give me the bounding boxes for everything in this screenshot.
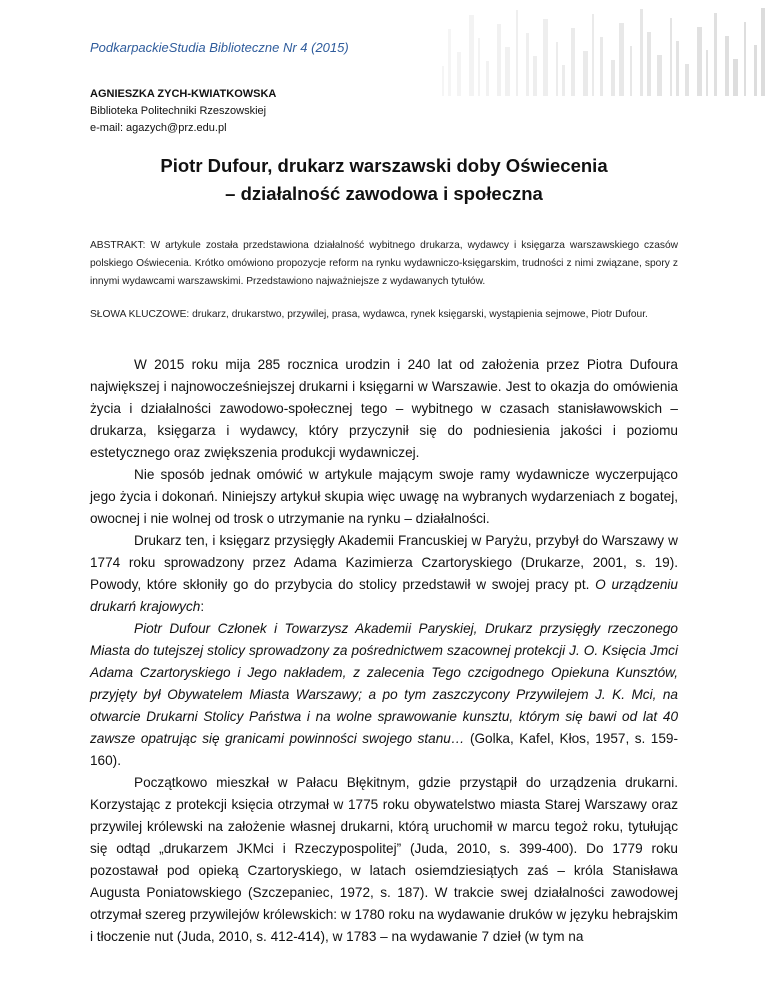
- quotation-text: Piotr Dufour Członek i Towarzysz Akademii Paryskiej, Drukarz przysięgły rzeczonego Miasta do tutejszej stolicy sprowadzony za pośrednictwem szacownej protekcji J. O. Księcia Jmci Adama Czartoryskiego i Jego nakładem, z zalecenia Tego czcigodnego Opiekuna Kunsztów, przyjęty był Obywatelem Miasta Warszawy; a po tym zaszczycony Przywilejem J. K. Mci, na otwarcie Drukarni Stolicy Państwa i na wolne sprawowanie kunsztu, którym się bawi od lat 40 zawsze opatrując się granicami powinności swojego stanu…: [90, 621, 678, 746]
- decorative-stripe: [486, 61, 489, 96]
- quotation: [90, 618, 678, 772]
- decorative-stripe: [543, 19, 548, 96]
- quotation-citation: (Golka, Kafel, Kłos, 1957, s. 159-160).: [90, 731, 678, 768]
- article-body: [90, 354, 678, 948]
- paragraph-3-text: Drukarz ten, i księgarz przysięgły Akademii Francuskiej w Paryżu, przybył do Warszawy w 1774 roku sprowadzony przez Adama Kazimierza Czartoryskiego (Drukarze, 2001, s. 19). Powody, które skłoniły go do przybycia do stolicy przedstawił w swojej pracy pt.: [90, 533, 678, 592]
- decorative-stripe: [571, 28, 575, 96]
- decorative-stripe: [592, 14, 594, 96]
- decorative-stripe: [505, 47, 510, 96]
- decorative-stripes: [438, 0, 768, 96]
- abstract: ABSTRAKT: W artykule została przedstawiona działalność wybitnego drukarza, wydawcy i księgarza warszawskiego czasów polskiego Oświecenia. Krótko omówiono propozycje reform na rynku wydawniczo-księgarskim, trudności z nimi związane, spory z innymi wydawcami warszawskimi. Przedstawiono najważniejsze z wydawanych tytułów.: [90, 240, 678, 287]
- paragraph-3-end: :: [200, 599, 205, 614]
- paragraph-1: W 2015 roku mija 285 rocznica urodzin i 240 lat od założenia przez Piotra Dufoura największej i najnowocześniejszej drukarni i księgarni w Warszawie. Jest to okazja do omówienia życia i działalności zawodowo-społecznej tego – wybitnego w czasach stanisławowskich – drukarza, księgarza i wydawcy, który przyczynił się do podniesienia jakości i poziomu estetycznego oraz zwiększenia produkcji wydawniczej.: [90, 357, 678, 460]
- decorative-stripe: [442, 66, 444, 96]
- decorative-stripe: [761, 8, 765, 96]
- decorative-stripe: [670, 18, 672, 96]
- decorative-stripe: [526, 33, 529, 96]
- title-line-2: – działalność zawodowa i społeczna: [225, 183, 543, 204]
- decorative-stripe: [714, 13, 717, 96]
- decorative-stripe: [619, 23, 624, 96]
- paragraph-3: [90, 530, 678, 618]
- keywords: SŁOWA KLUCZOWE: drukarz, drukarstwo, przywilej, prasa, wydawca, rynek księgarski, wystąpienia sejmowe, Piotr Dufour.: [90, 309, 648, 320]
- author-affiliation: Biblioteka Politechniki Rzeszowskiej: [90, 105, 267, 117]
- decorative-stripe: [497, 24, 501, 96]
- author-block: [90, 86, 276, 137]
- decorative-stripe: [533, 56, 537, 96]
- decorative-stripe: [478, 38, 480, 96]
- decorative-stripe: [583, 51, 588, 96]
- decorative-stripe: [640, 9, 643, 96]
- decorative-stripe: [647, 32, 651, 96]
- decorative-stripe: [706, 50, 708, 96]
- decorative-stripe: [457, 52, 461, 96]
- decorative-stripe: [697, 27, 702, 96]
- decorative-stripe: [754, 45, 757, 96]
- decorative-stripe: [725, 36, 729, 96]
- author-name: AGNIESZKA ZYCH-KWIATKOWSKA: [90, 88, 277, 100]
- cited-work-title: O urządzeniu drukarń krajowych: [90, 577, 678, 614]
- decorative-stripe: [556, 42, 558, 96]
- decorative-stripe: [685, 64, 689, 96]
- decorative-stripe: [733, 59, 738, 96]
- title-line-1: Piotr Dufour, drukarz warszawski doby Oświecenia: [160, 155, 608, 176]
- decorative-stripe: [676, 41, 679, 96]
- decorative-stripe: [562, 65, 565, 96]
- journal-header: PodkarpackieStudia Biblioteczne Nr 4 (2015): [90, 40, 349, 55]
- decorative-stripe: [600, 37, 603, 96]
- decorative-stripe: [448, 29, 451, 96]
- decorative-stripe: [744, 22, 746, 96]
- paragraph-2: Nie sposób jednak omówić w artykule mającym swoje ramy wydawnicze wyczerpująco jego życia i dokonań. Niniejszy artykuł skupia więc uwagę na wybranych wydarzeniach z bogatej, owocnej i nie wolnej od trosk o utrzymanie na rynku – działalności.: [90, 467, 678, 526]
- decorative-stripe: [657, 55, 662, 96]
- author-email: e-mail: agazych@prz.edu.pl: [90, 122, 227, 134]
- decorative-stripe: [516, 10, 518, 96]
- article-title: [90, 152, 678, 208]
- decorative-stripe: [630, 46, 632, 96]
- paragraph-5: Początkowo mieszkał w Pałacu Błękitnym, gdzie przystąpił do urządzenia drukarni. Korzystając z protekcji księcia otrzymał w 1775 roku obywatelstwo miasta Starej Warszawy oraz przywilej królewski na założenie własnej drukarni, którą uruchomił w marcu tegoż roku, tytułując się odtąd „drukarzem JKMci i Rzeczypospolitej” (Juda, 2010, s. 399-400). Do 1779 roku pozostawał pod opieką Czartoryskiego, w latach osiemdziesiątych zaś – króla Stanisława Augusta Poniatowskiego (Szczepaniec, 1972, s. 187). W trakcie swej działalności zawodowej otrzymał szereg przywilejów królewskich: w 1780 roku na wydawanie druków w języku hebrajskim i tłoczenie nut (Juda, 2010, s. 412-414), w 1783 – na wydawanie 7 dzieł (w tym na: [90, 775, 678, 944]
- decorative-stripe: [611, 60, 615, 96]
- decorative-stripe: [469, 15, 474, 96]
